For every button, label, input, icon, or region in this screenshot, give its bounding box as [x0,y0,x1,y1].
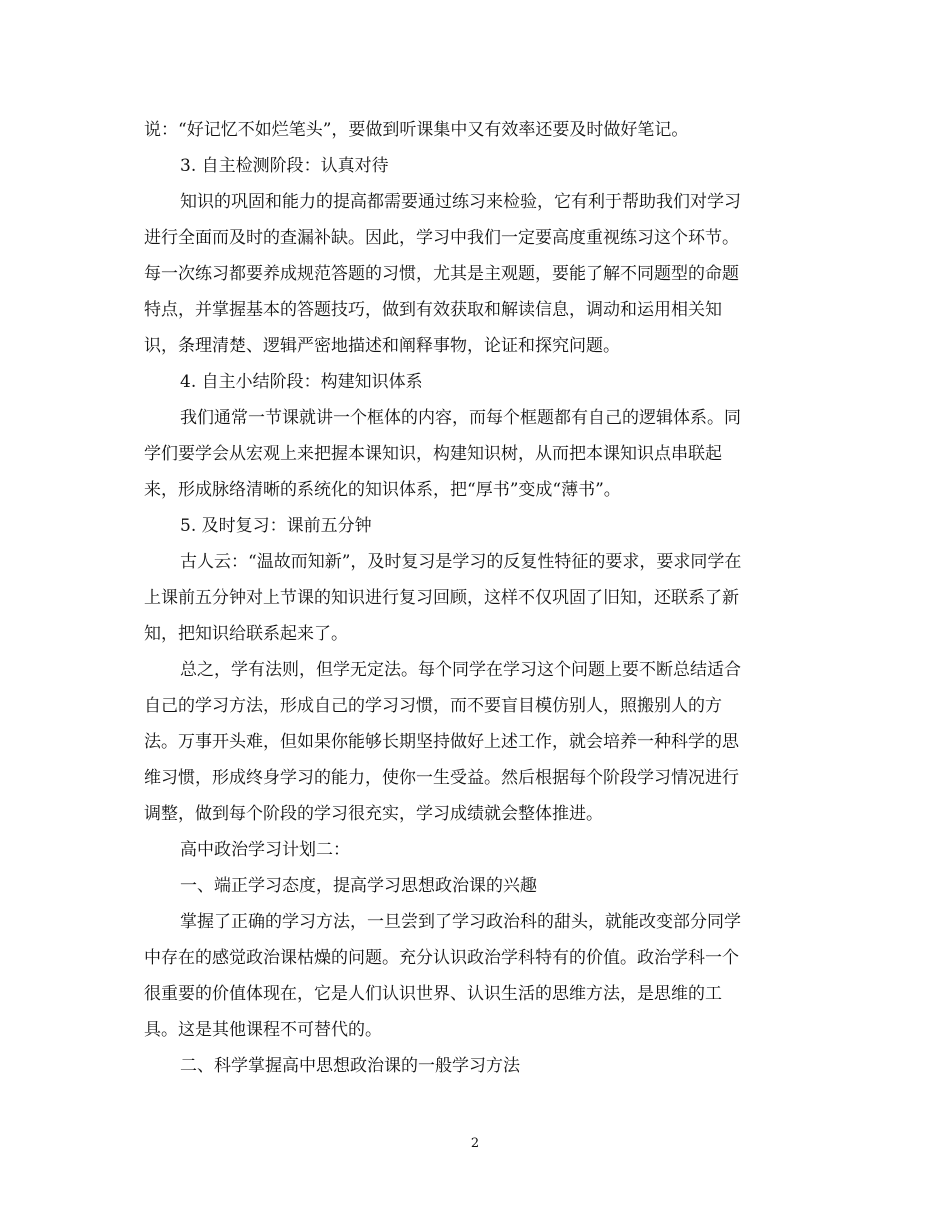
text-line: 维习惯，形成终身学习的能力，使你一生受益。然后根据每个阶段学习情况进行 [144,768,739,788]
text-line: 知识的巩固和能力的提高都需要通过练习来检验，它有利于帮助我们对学习 [180,192,741,212]
text-line: 进行全面而及时的查漏补缺。因此，学习中我们一定要高度重视练习这个环节。 [144,228,739,248]
text-line: 具。这是其他课程不可替代的。 [144,1020,382,1040]
text-line: 自己的学习方法，形成自己的学习习惯，而不要盲目模仿别人，照搬别人的方 [144,696,722,716]
text-line: 掌握了正确的学习方法，一旦尝到了学习政治科的甜头，就能改变部分同学 [180,912,741,932]
text-line: 法。万事开头难，但如果你能够长期坚持做好上述工作，就会培养一种科学的思 [144,732,739,752]
text-line: 很重要的价值体现在，它是人们认识世界、认识生活的思维方法，是思维的工 [144,984,722,1004]
section-heading: 5. 及时复习：课前五分钟 [180,516,372,536]
text-line: 中存在的感觉政治课枯燥的问题。充分认识政治学科特有的价值。政治学科一个 [144,948,739,968]
section-heading: 3. 自主检测阶段：认真对待 [180,156,389,176]
text-line: 来，形成脉络清晰的系统化的知识体系，把“厚书”变成“薄书”。 [144,480,621,500]
text-line: 特点，并掌握基本的答题技巧，做到有效获取和解读信息，调动和运用相关知 [144,300,722,320]
text-line: 学们要学会从宏观上来把握本课知识，构建知识树，从而把本课知识点串联起 [144,444,722,464]
text-line: 我们通常一节课就讲一个框体的内容，而每个框题都有自己的逻辑体系。同 [180,408,741,428]
text-line: 总之，学有法则，但学无定法。每个同学在学习这个问题上要不断总结适合 [180,660,741,680]
text-line: 古人云：“温故而知新”，及时复习是学习的反复性特征的要求，要求同学在 [180,552,742,572]
section-heading: 一、端正学习态度，提高学习思想政治课的兴趣 [180,876,537,896]
text-line: 调整，做到每个阶段的学习很充实，学习成绩就会整体推进。 [144,804,603,824]
text-line: 上课前五分钟对上节课的知识进行复习回顾，这样不仅巩固了旧知，还联系了新 [144,588,739,608]
text-line: 知，把知识给联系起来了。 [144,624,348,644]
page-number: 2 [470,1136,480,1151]
document-body [144,112,808,1084]
text-line: 识，条理清楚、逻辑严密地描述和阐释事物，论证和探究问题。 [144,336,620,356]
section-heading: 高中政治学习计划二： [180,840,350,860]
text-line: 说：“好记忆不如烂笔头”，要做到听课集中又有效率还要及时做好笔记。 [144,120,689,140]
section-heading: 二、科学掌握高中思想政治课的一般学习方法 [180,1056,520,1076]
text-line: 每一次练习都要养成规范答题的习惯，尤其是主观题，要能了解不同题型的命题 [144,264,739,284]
section-heading: 4. 自主小结阶段：构建知识体系 [180,372,423,392]
